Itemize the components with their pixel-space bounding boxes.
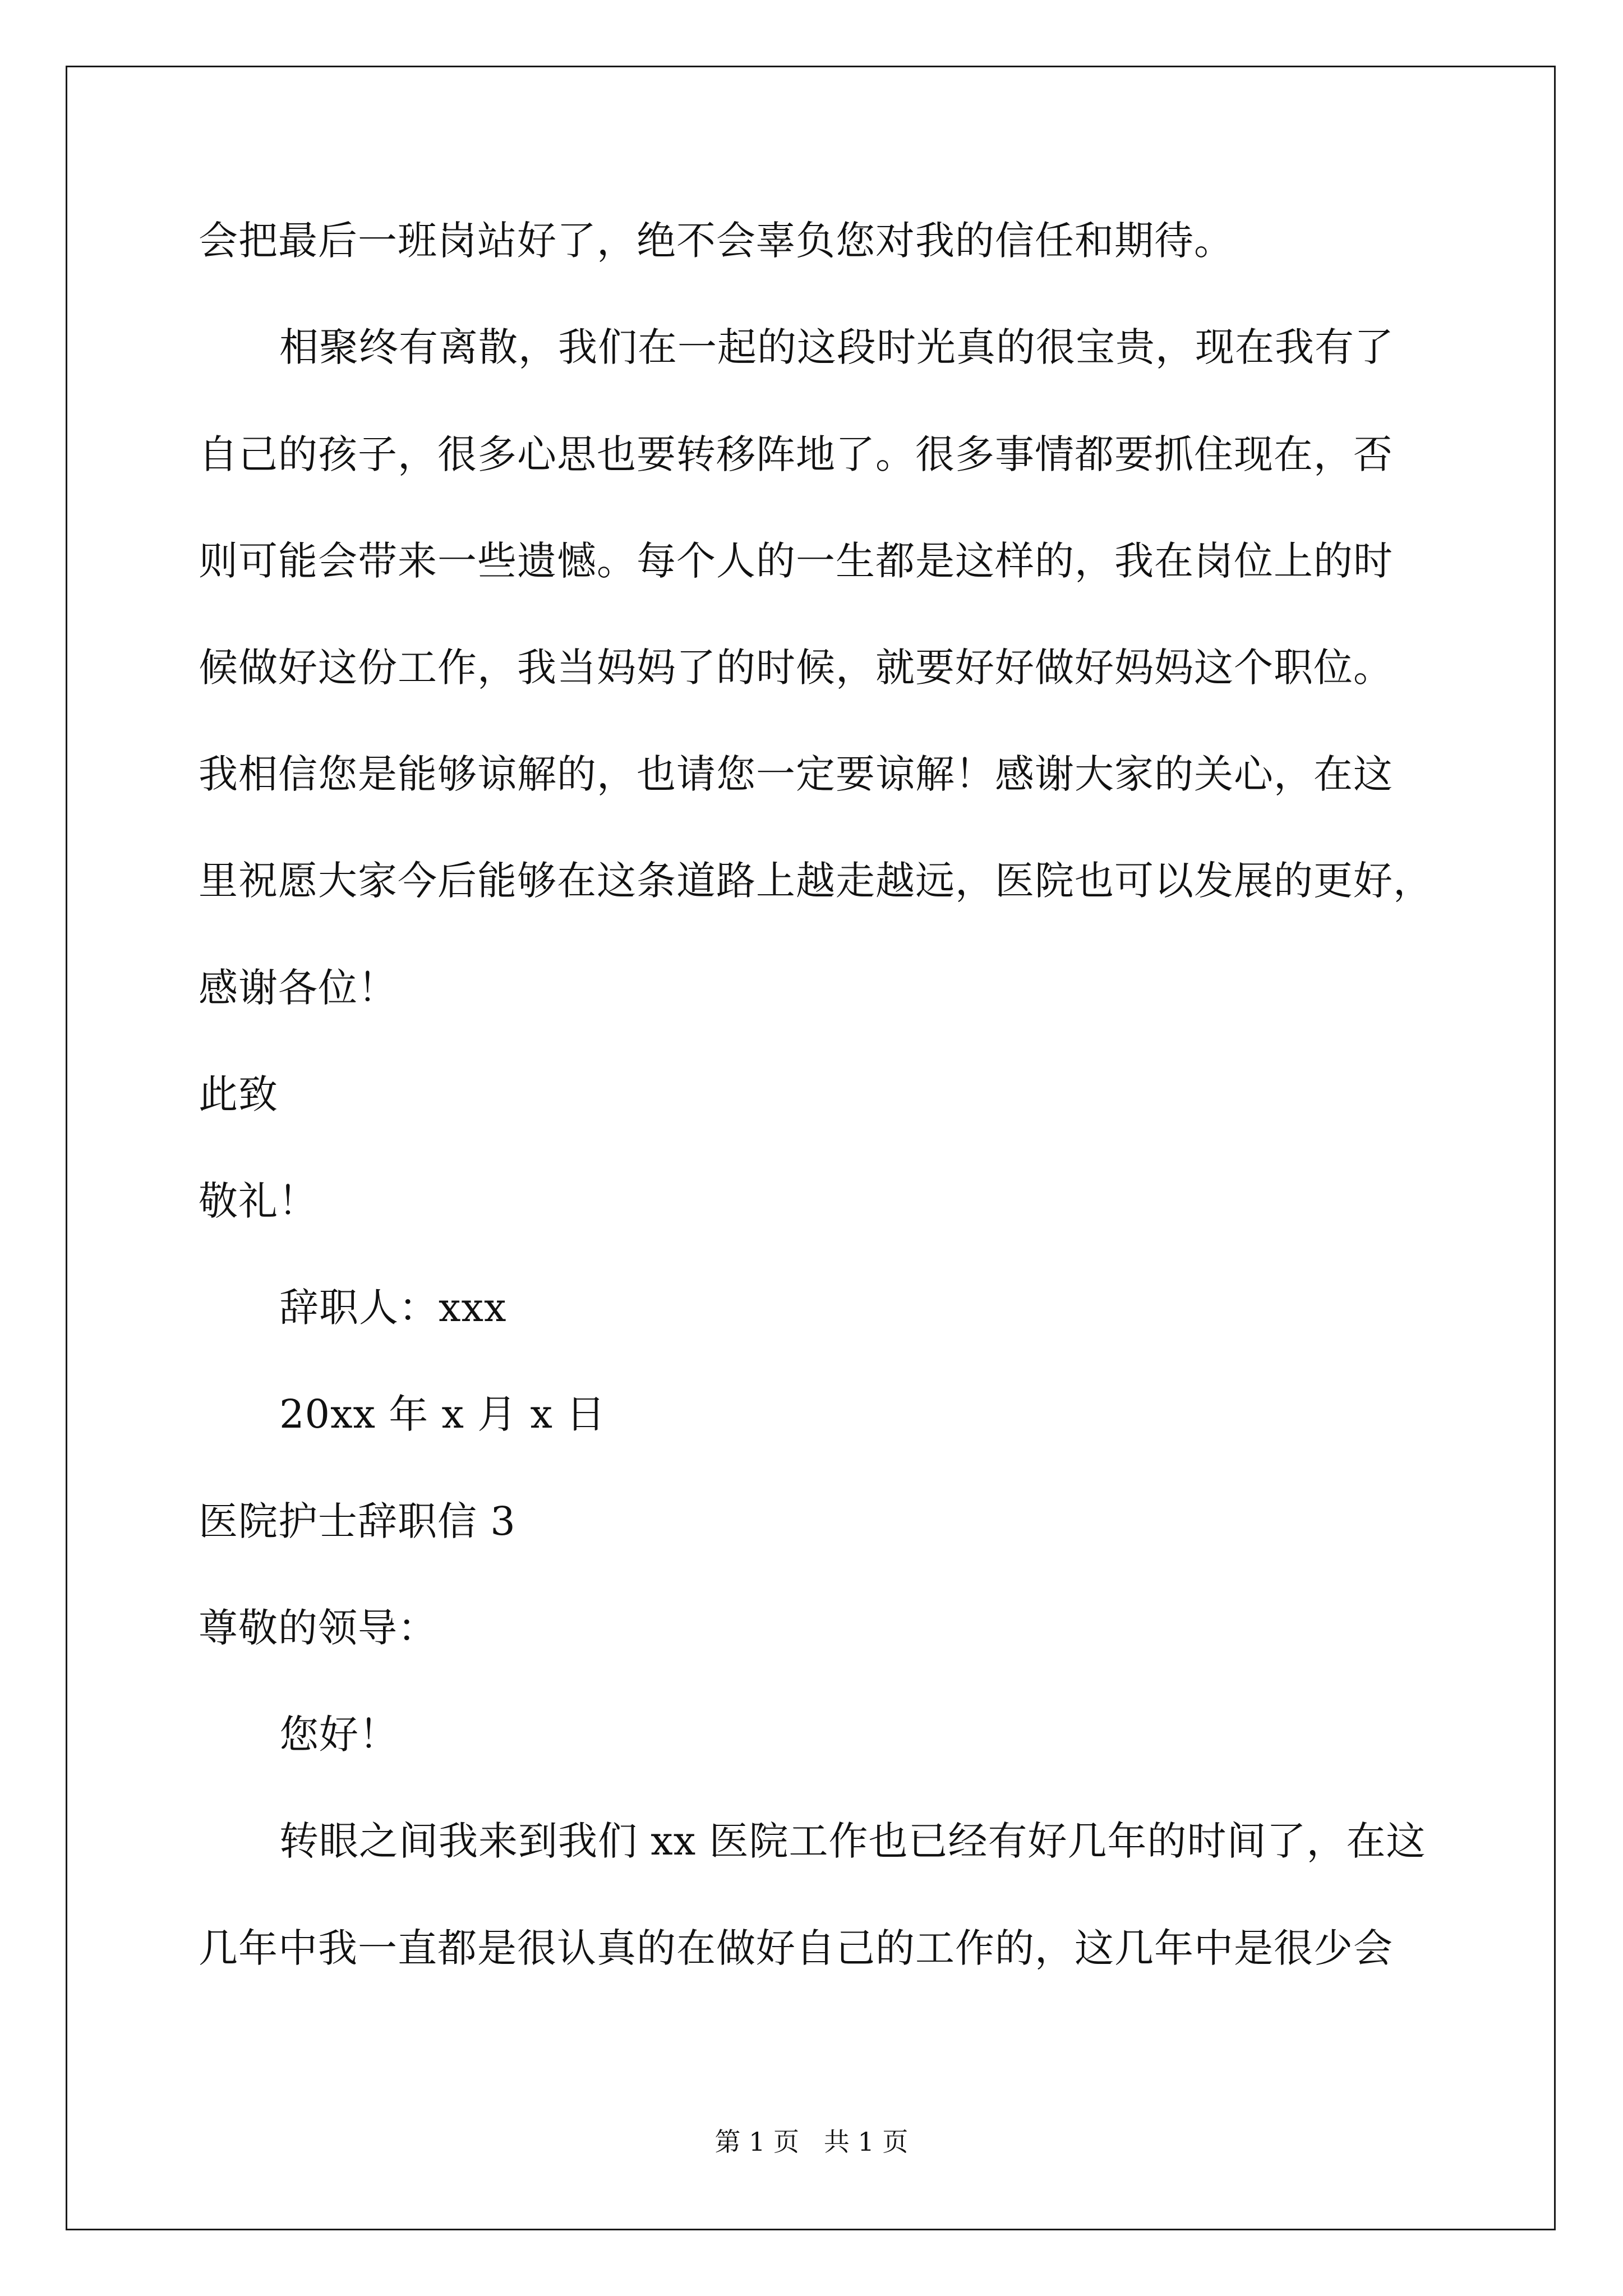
text-line: 候做好这份工作，我当妈妈了的时候，就要好好做好妈妈这个职位。 <box>199 645 1393 691</box>
text-line: 感谢各位！ <box>199 965 398 1011</box>
page-footer: 第 1 页 共 1 页 <box>714 2127 909 2157</box>
signature-name: 辞职人：xxx <box>279 1285 507 1331</box>
text-line: 自己的孩子，很多心思也要转移阵地了。很多事情都要抓住现在，否 <box>199 431 1393 477</box>
greeting: 您好！ <box>279 1711 399 1757</box>
text-line: 我相信您是能够谅解的，也请您一定要谅解！感谢大家的关心，在这 <box>199 751 1393 797</box>
text-line: 转眼之间我来到我们 xx 医院工作也已经有好几年的时间了，在这 <box>279 1818 1426 1864</box>
text-line: 会把最后一班岗站好了，绝不会辜负您对我的信任和期待。 <box>199 218 1234 264</box>
closing-regards: 敬礼！ <box>199 1178 318 1224</box>
letter-salutation: 尊敬的领导： <box>199 1605 437 1651</box>
signature-date: 20xx 年 x 月 x 日 <box>279 1391 606 1437</box>
page-border <box>66 66 1556 2230</box>
text-line: 几年中我一直都是很认真的在做好自己的工作的，这几年中是很少会 <box>199 1925 1393 1971</box>
text-line: 则可能会带来一些遗憾。每个人的一生都是这样的，我在岗位上的时 <box>199 538 1393 584</box>
text-line: 里祝愿大家今后能够在这条道路上越走越远，医院也可以发展的更好， <box>199 858 1433 904</box>
closing-salutation: 此致 <box>199 1071 278 1117</box>
text-line: 相聚终有离散，我们在一起的这段时光真的很宝贵，现在我有了 <box>279 324 1394 370</box>
section-title: 医院护士辞职信 3 <box>199 1498 516 1544</box>
